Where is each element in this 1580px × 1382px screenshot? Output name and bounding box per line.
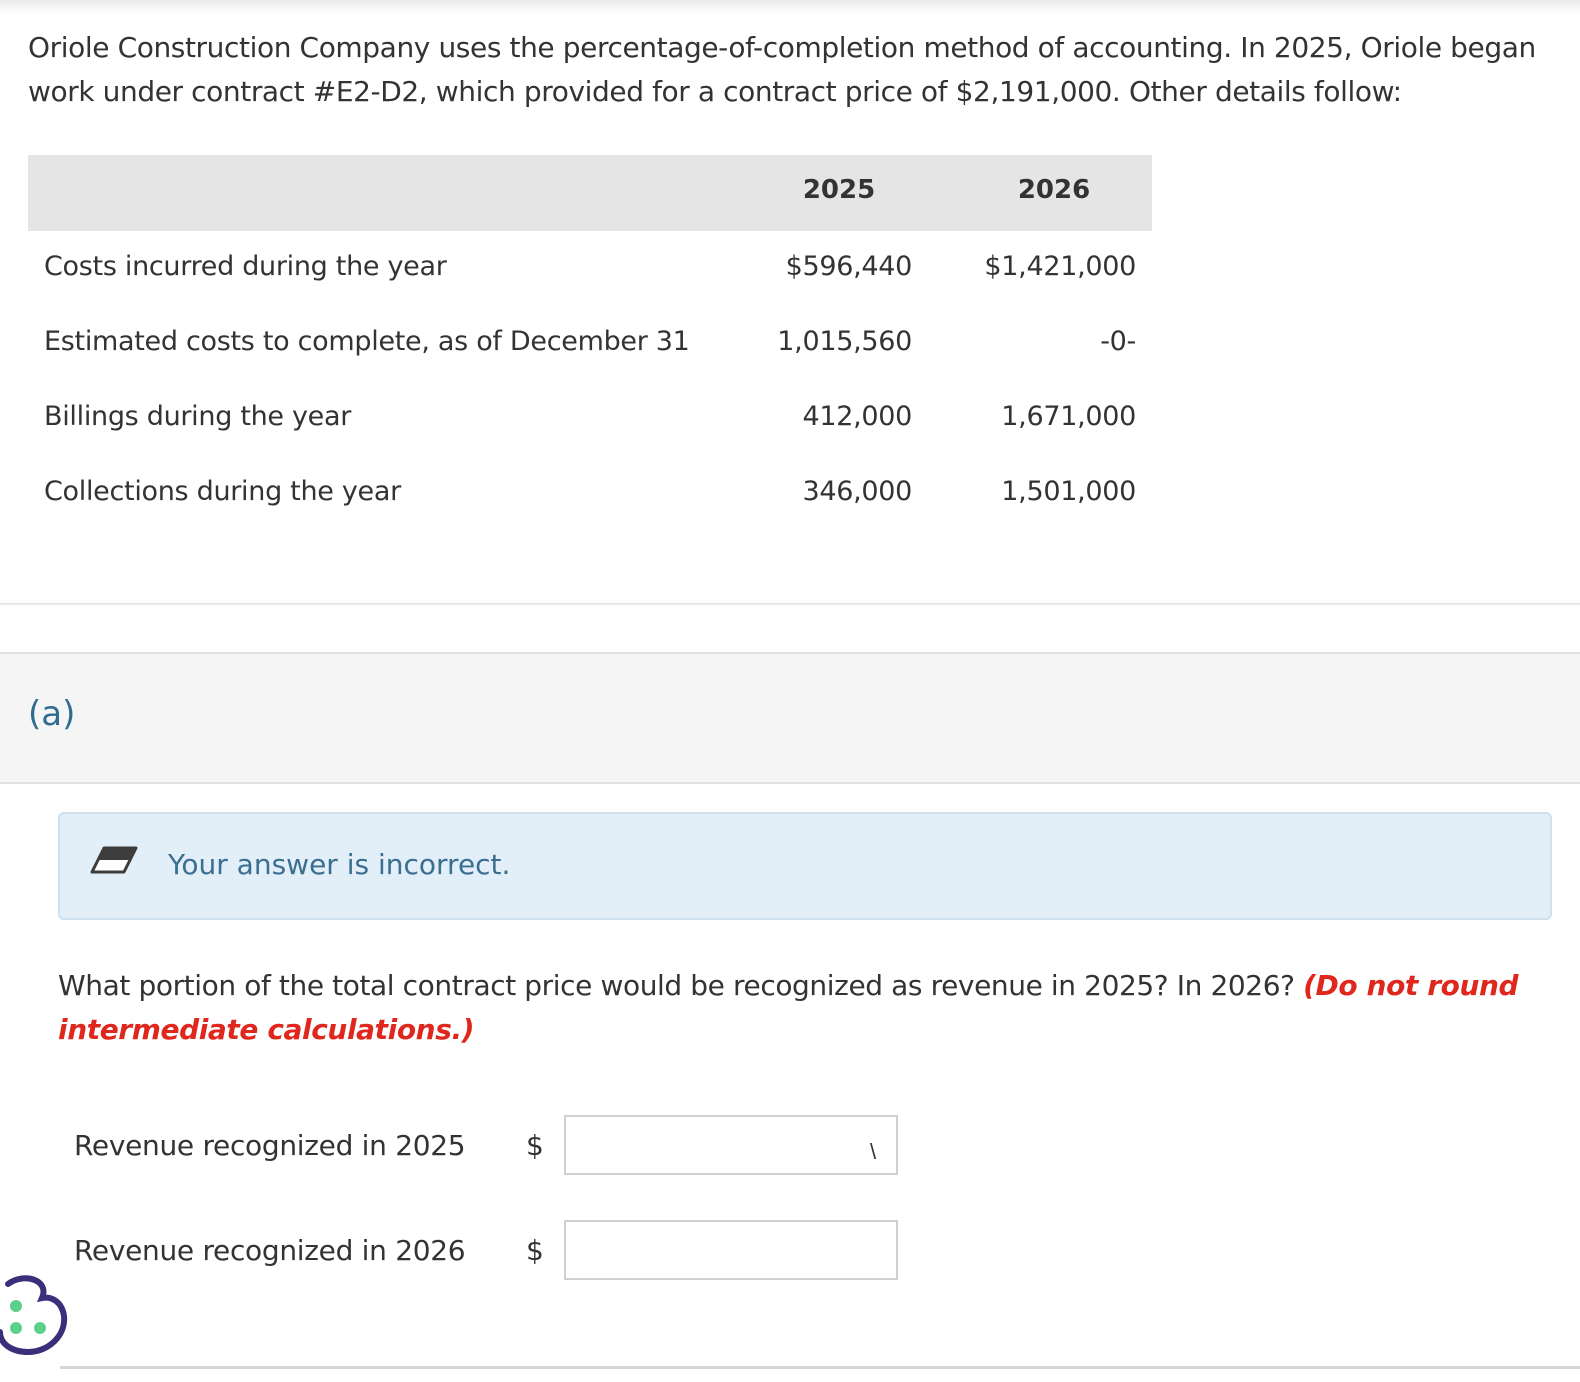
feedback-banner (58, 812, 1552, 920)
section-divider (0, 603, 1580, 606)
table-header (28, 155, 1152, 231)
eraser-icon (90, 844, 138, 884)
cookie-settings-button[interactable] (0, 1274, 70, 1362)
bottom-divider (60, 1366, 1580, 1369)
text-cursor: \ (870, 1139, 877, 1164)
cell-2026: 1,671,000 (1001, 401, 1136, 432)
cell-2026: $1,421,000 (984, 251, 1136, 282)
revenue-2026-input[interactable] (564, 1220, 898, 1280)
table-row (28, 381, 1152, 456)
table-row (28, 306, 1152, 381)
question-text (58, 964, 1528, 1052)
column-header-2025: 2025 (802, 175, 876, 205)
top-shadow (0, 0, 1580, 14)
revenue-2025-input[interactable] (564, 1115, 898, 1175)
answer-label-2025: Revenue recognized in 2025 (74, 1129, 466, 1162)
cell-2025: 412,000 (802, 401, 912, 432)
currency-symbol: $ (526, 1129, 544, 1162)
cell-2026: -0- (1100, 326, 1136, 357)
table-row (28, 231, 1152, 306)
column-header-2026: 2026 (1017, 175, 1091, 205)
answer-row-2026 (74, 1220, 914, 1284)
cell-2025: $596,440 (785, 251, 912, 282)
contract-details-table (28, 155, 1152, 531)
cell-2025: 346,000 (802, 476, 912, 507)
row-label: Billings during the year (44, 401, 352, 432)
row-label: Estimated costs to complete, as of December 31 (44, 326, 690, 357)
part-header (0, 652, 1580, 784)
row-label: Collections during the year (44, 476, 401, 507)
problem-statement: Oriole Construction Company uses the percentage-of-completion method of accounting. In 2025, Oriole began work under contract #E2-D2, which provided for a contract price of $2,191,000. Other details follow: (28, 31, 1536, 108)
question-body: What portion of the total contract price would be recognized as revenue in 2025? In 2026? (58, 969, 1304, 1002)
row-label: Costs incurred during the year (44, 251, 447, 282)
answer-row-2025 (74, 1115, 914, 1179)
answer-label-2026: Revenue recognized in 2026 (74, 1234, 466, 1267)
cell-2026: 1,501,000 (1001, 476, 1136, 507)
feedback-message: Your answer is incorrect. (168, 848, 511, 881)
table-row (28, 456, 1152, 531)
question-instruction: (Do not round intermediate calculations.) (58, 969, 1519, 1046)
cell-2025: 1,015,560 (777, 326, 912, 357)
currency-symbol: $ (526, 1234, 544, 1267)
cookie-icon (0, 1343, 70, 1362)
part-label: (a) (28, 694, 76, 734)
